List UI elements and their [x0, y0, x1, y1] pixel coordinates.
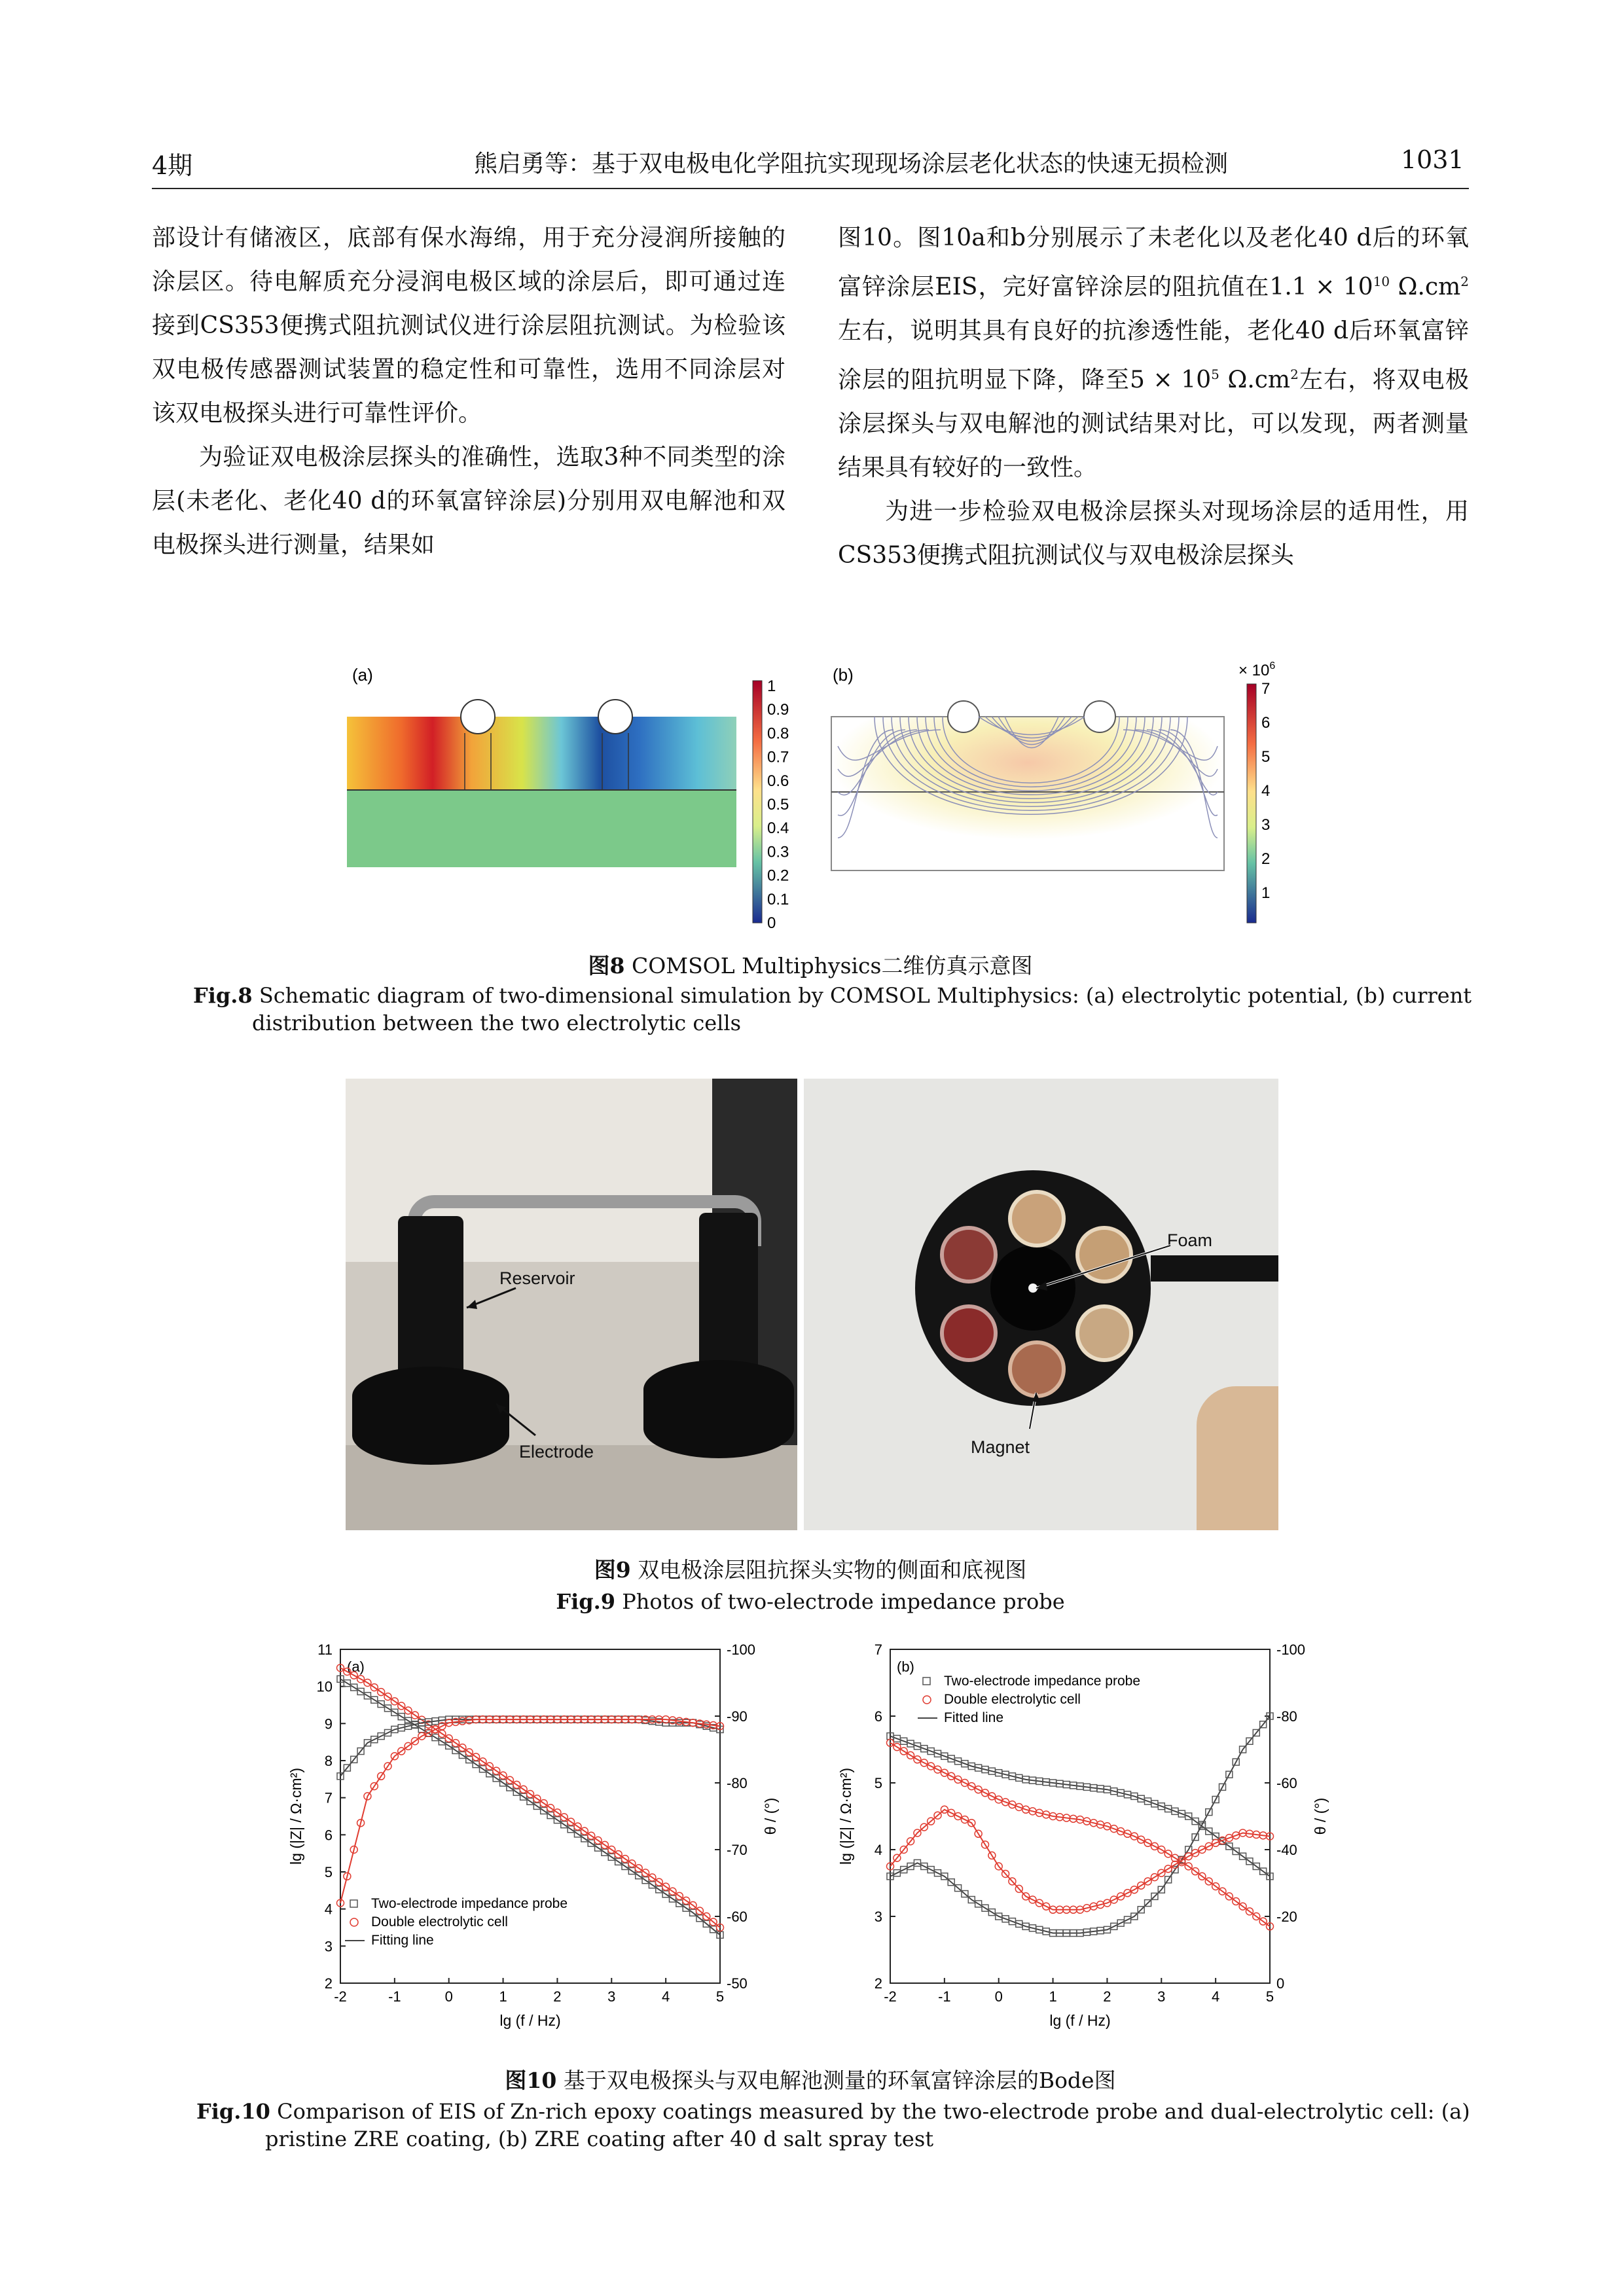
y2-tick-label: -80 [727, 1775, 748, 1791]
legend-marker [350, 1918, 358, 1926]
colorbar-a-tick: 0.2 [767, 867, 789, 885]
fig8-a-lower [347, 790, 736, 867]
y2-tick-label: -100 [1276, 1641, 1306, 1658]
panel-label: (b) [897, 1659, 914, 1675]
legend-marker [350, 1900, 357, 1907]
fig10-caption-en: Fig.10 Comparison of EIS of Zn-rich epoxy coatings measured by the two-electrode probe and dual-electrolytic cell: (a) pristine ZRE coating, (b) ZRE coating after 40 d salt spray test [196, 2099, 1470, 2151]
colorbar-a-tick: 0.5 [767, 796, 789, 814]
y2-tick-label: -70 [727, 1842, 748, 1858]
x-axis-label: lg (f / Hz) [1049, 2012, 1111, 2029]
legend-marker [923, 1696, 931, 1704]
y-tick-label: 5 [874, 1775, 882, 1791]
y-tick-label: 11 [317, 1641, 333, 1658]
x-tick-label: 4 [1212, 1988, 1220, 2005]
colorbar-a-tick: 0.9 [767, 701, 789, 719]
x-tick-label: 1 [1049, 1988, 1057, 2005]
running-title: 熊启勇等：基于双电极电化学阻抗实现现场涂层老化状态的快速无损检测 [473, 151, 1228, 177]
x-tick-label: -1 [938, 1988, 951, 2005]
colorbar-a-tick: 0.7 [767, 748, 789, 766]
x-tick-label: -2 [884, 1988, 897, 2005]
y2-tick-label: -60 [1276, 1775, 1297, 1791]
colorbar-a-tick: 0.3 [767, 843, 789, 861]
y-tick-label: 6 [324, 1827, 333, 1844]
x-tick-label: 3 [607, 1988, 616, 2005]
y-tick-label: 2 [874, 1975, 882, 1992]
right-paragraph-1: 图10。图10a和b分别展示了未老化以及老化40 d后的环氧富锌涂层EIS，完好富锌涂层的阻抗值在$1.1 \times 10^{10}$ $\Omega.cm^2$左右，说明其具有良好的抗渗透性能，老化40 d后环氧富锌涂层的阻抗明显下降，降至$5 \times 10^5$ $\Omega.cm^2$左右，将双电极涂层探头与双电解池的测试结果对比，可以发现，两者测量结果具有较好的一致性。 [838, 224, 1469, 481]
left-column [152, 216, 785, 567]
y2-tick-label: -40 [1276, 1842, 1297, 1858]
y-axis-label: lg (|Z| / Ω·cm²) [287, 1768, 304, 1865]
panel-label: (a) [347, 1659, 365, 1675]
fig9-caption-en: Fig.9 Photos of two-electrode impedance probe [556, 1589, 1065, 1614]
fig8-caption-en: Fig.8 Schematic diagram of two-dimensional simulation by COMSOL Multiphysics: (a) electrolytic potential, (b) current distribution between the two electrolytic cells [193, 983, 1472, 1035]
left-paragraph-2: 为验证双电极涂层探头的准确性，选取3种不同类型的涂层(未老化、老化40 d的环氧富锌涂层)分别用双电解池和双电极探头进行测量，结果如 [152, 444, 785, 558]
y2-tick-label: -100 [727, 1641, 756, 1658]
figure-8 [340, 655, 1296, 936]
fig8-b-colorbar-ticks [1261, 680, 1270, 902]
y2-axis-label: θ / (°) [762, 1797, 779, 1835]
y-tick-label: 6 [874, 1708, 882, 1725]
fig8-b-exponent: 6 [1269, 660, 1276, 672]
colorbar-b-tick: 6 [1261, 714, 1271, 732]
legend-label: Double electrolytic cell [371, 1914, 508, 1929]
legend-marker [923, 1677, 930, 1685]
fig8-a-upper [347, 717, 736, 790]
colorbar-b-tick: 5 [1261, 748, 1271, 766]
fitting-line [340, 1719, 720, 1776]
right-column [838, 216, 1469, 577]
x-tick-label: 0 [444, 1988, 453, 2005]
fig8-a-colorbar [753, 681, 762, 923]
x-tick-label: 4 [662, 1988, 670, 2005]
legend-label: Two-electrode impedance probe [371, 1896, 568, 1911]
x-tick-label: 2 [553, 1988, 562, 2005]
colorbar-a-tick: 0.6 [767, 772, 789, 790]
x-tick-label: 5 [715, 1988, 725, 2005]
y2-tick-label: -90 [727, 1708, 748, 1725]
colorbar-a-tick: 0.1 [767, 890, 789, 908]
y-tick-label: 7 [324, 1789, 333, 1806]
y-axis-label: lg (|Z| / Ω·cm²) [837, 1768, 854, 1865]
page-number: 1031 [1401, 145, 1464, 174]
y2-tick-label: -50 [727, 1975, 748, 1992]
x-tick-label: -1 [388, 1988, 401, 2005]
y-tick-label: 4 [874, 1842, 882, 1858]
y-tick-label: 4 [324, 1901, 333, 1918]
fig9-photo-bottom [804, 1079, 1278, 1530]
colorbar-b-tick: 4 [1261, 782, 1271, 800]
fig8-caption-cn: 图8 COMSOL Multiphysics二维仿真示意图 [588, 953, 1033, 978]
fig8-panel-b-label: (b) [833, 665, 854, 685]
svg-text:× 106 [1238, 660, 1275, 679]
right-paragraph-2: 为进一步检验双电极涂层探头对现场涂层的适用性，用CS353便携式阻抗测试仪与双电极涂层探头 [838, 498, 1469, 569]
y2-axis-label: θ / (°) [1312, 1797, 1329, 1835]
fitting-line [890, 1716, 1270, 1933]
y2-tick-label: -20 [1276, 1909, 1297, 1925]
x-tick-label: 5 [1265, 1988, 1274, 2005]
colorbar-b-tick: 3 [1261, 816, 1271, 834]
colorbar-a-tick: 1 [767, 677, 776, 695]
x-tick-label: -2 [334, 1988, 347, 2005]
fig8-a-colorbar-ticks [767, 677, 789, 932]
fig8-a-electrode-right [598, 700, 632, 734]
legend-label: Fitted line [944, 1710, 1004, 1725]
label-reservoir: Reservoir [499, 1268, 575, 1288]
x-tick-label: 2 [1103, 1988, 1111, 2005]
fitting-line [890, 1810, 1270, 1910]
y-tick-label: 2 [324, 1975, 333, 1992]
fig9-photo-side [346, 1079, 797, 1530]
fig8-b-multiplier: × 10 [1238, 662, 1270, 679]
x-tick-label: 0 [994, 1988, 1003, 2005]
fig8-panel-a-label: (a) [352, 665, 373, 685]
fig10-chart-b [831, 1636, 1342, 2042]
y-tick-label: 8 [324, 1753, 333, 1769]
label-electrode: Electrode [519, 1442, 594, 1462]
x-axis-label: lg (f / Hz) [499, 2012, 561, 2029]
y2-tick-label: 0 [1276, 1975, 1285, 1992]
legend-label: Fitting line [371, 1933, 434, 1948]
fig8-b-colorbar [1247, 684, 1256, 923]
y-tick-label: 10 [316, 1678, 333, 1695]
colorbar-b-tick: 7 [1261, 680, 1271, 698]
y-tick-label: 7 [874, 1641, 882, 1658]
colorbar-b-tick: 2 [1261, 850, 1271, 868]
legend-label: Two-electrode impedance probe [944, 1674, 1141, 1689]
colorbar-a-tick: 0.4 [767, 819, 789, 838]
left-paragraph-1: 部设计有储液区，底部有保水海绵，用于充分浸润所接触的涂层区。待电解质充分浸润电极区域的涂层后，即可通过连接到CS353便携式阻抗测试仪进行涂层阻抗测试。为检验该双电极传感器测试装置的稳定性和可靠性，选用不同涂层对该双电极探头进行可靠性评价。 [152, 224, 785, 427]
y-tick-label: 3 [324, 1938, 333, 1955]
header-issue: 4期 [152, 151, 193, 180]
fig8-a-electrode-left [461, 700, 495, 734]
y-tick-label: 9 [324, 1715, 333, 1732]
colorbar-a-tick: 0 [767, 914, 776, 932]
colorbar-b-tick: 1 [1261, 884, 1271, 902]
x-tick-label: 1 [499, 1988, 507, 2005]
label-magnet: Magnet [971, 1437, 1030, 1457]
legend-label: Double electrolytic cell [944, 1692, 1081, 1707]
fitting-line [340, 1719, 720, 1903]
header-rule [152, 188, 1469, 189]
x-tick-label: 3 [1157, 1988, 1166, 2005]
y-tick-label: 5 [324, 1864, 333, 1880]
fig10-chart-a [281, 1636, 792, 2042]
y2-tick-label: -60 [727, 1909, 748, 1925]
fig10-caption-cn: 图10 基于双电极探头与双电解池测量的环氧富锌涂层的Bode图 [505, 2068, 1116, 2093]
fitting-line [890, 1736, 1270, 1876]
label-foam: Foam [1167, 1230, 1213, 1250]
y-tick-label: 3 [874, 1909, 882, 1925]
y2-tick-label: -80 [1276, 1708, 1297, 1725]
colorbar-a-tick: 0.8 [767, 725, 789, 743]
fig9-caption-cn: 图9 双电极涂层阻抗探头实物的侧面和底视图 [594, 1557, 1027, 1583]
